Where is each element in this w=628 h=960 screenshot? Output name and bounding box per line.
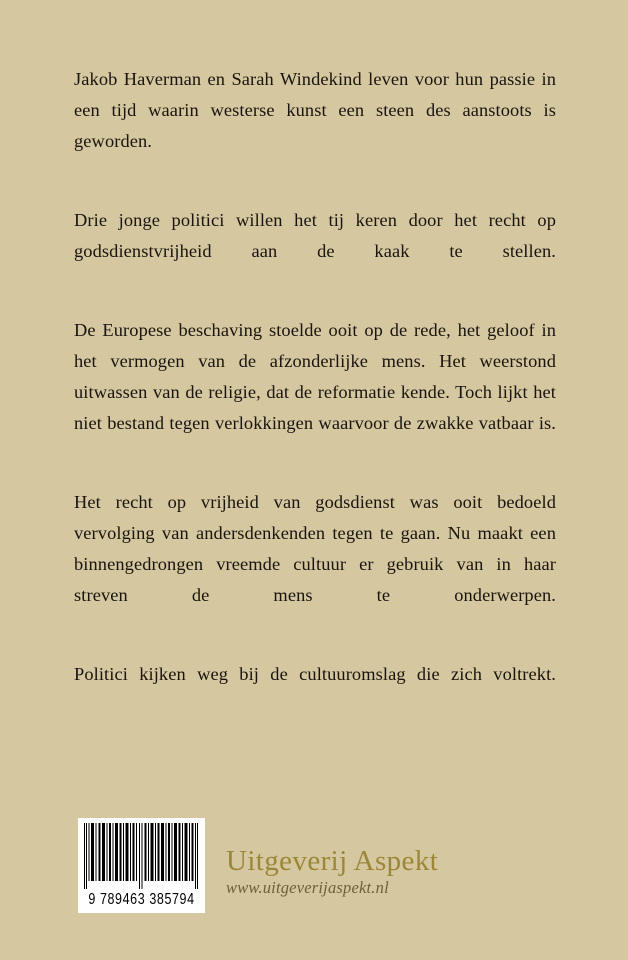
blurb-text-block — [74, 64, 556, 721]
blurb-paragraph-2: Drie jonge politici willen het tij keren door het recht op godsdienstvrijheid aan de kaak te stellen. — [74, 210, 556, 261]
blurb-paragraph-3: De Europese beschaving stoelde ooit op de rede, het geloof in het vermogen van de afzonderlijke mens. Het weerstond uitwassen van de religie, dat de reformatie kende. Toch lijkt het niet bestand tegen verlokkingen waarvoor de zwakke vatbaar is. — [74, 320, 556, 433]
cover-footer — [74, 812, 554, 922]
blurb-paragraph-4: Het recht op vrijheid van godsdienst was ooit bedoeld vervolging van andersdenkenden tegen te gaan. Nu maakt een binnengedrongen vreemde cultuur er gebruik van in haar streven de mens te onderwerpen. — [74, 492, 556, 605]
publisher-imprint — [226, 846, 546, 897]
barcode-block — [78, 818, 205, 913]
blurb-paragraph-1: Jakob Haverman en Sarah Windekind leven voor hun passie in een tijd waarin westerse kunst een steen des aanstoots is geworden. — [74, 69, 556, 151]
barcode-icon — [83, 823, 200, 889]
publisher-url[interactable]: www.uitgeverijaspekt.nl — [226, 878, 389, 897]
publisher-name: Uitgeverij Aspekt — [226, 845, 439, 877]
barcode-isbn-number: 9 789463 385794 — [88, 890, 195, 908]
blurb-paragraph-5: Politici kijken weg bij de cultuuromslag die zich voltrekt. — [74, 664, 556, 684]
